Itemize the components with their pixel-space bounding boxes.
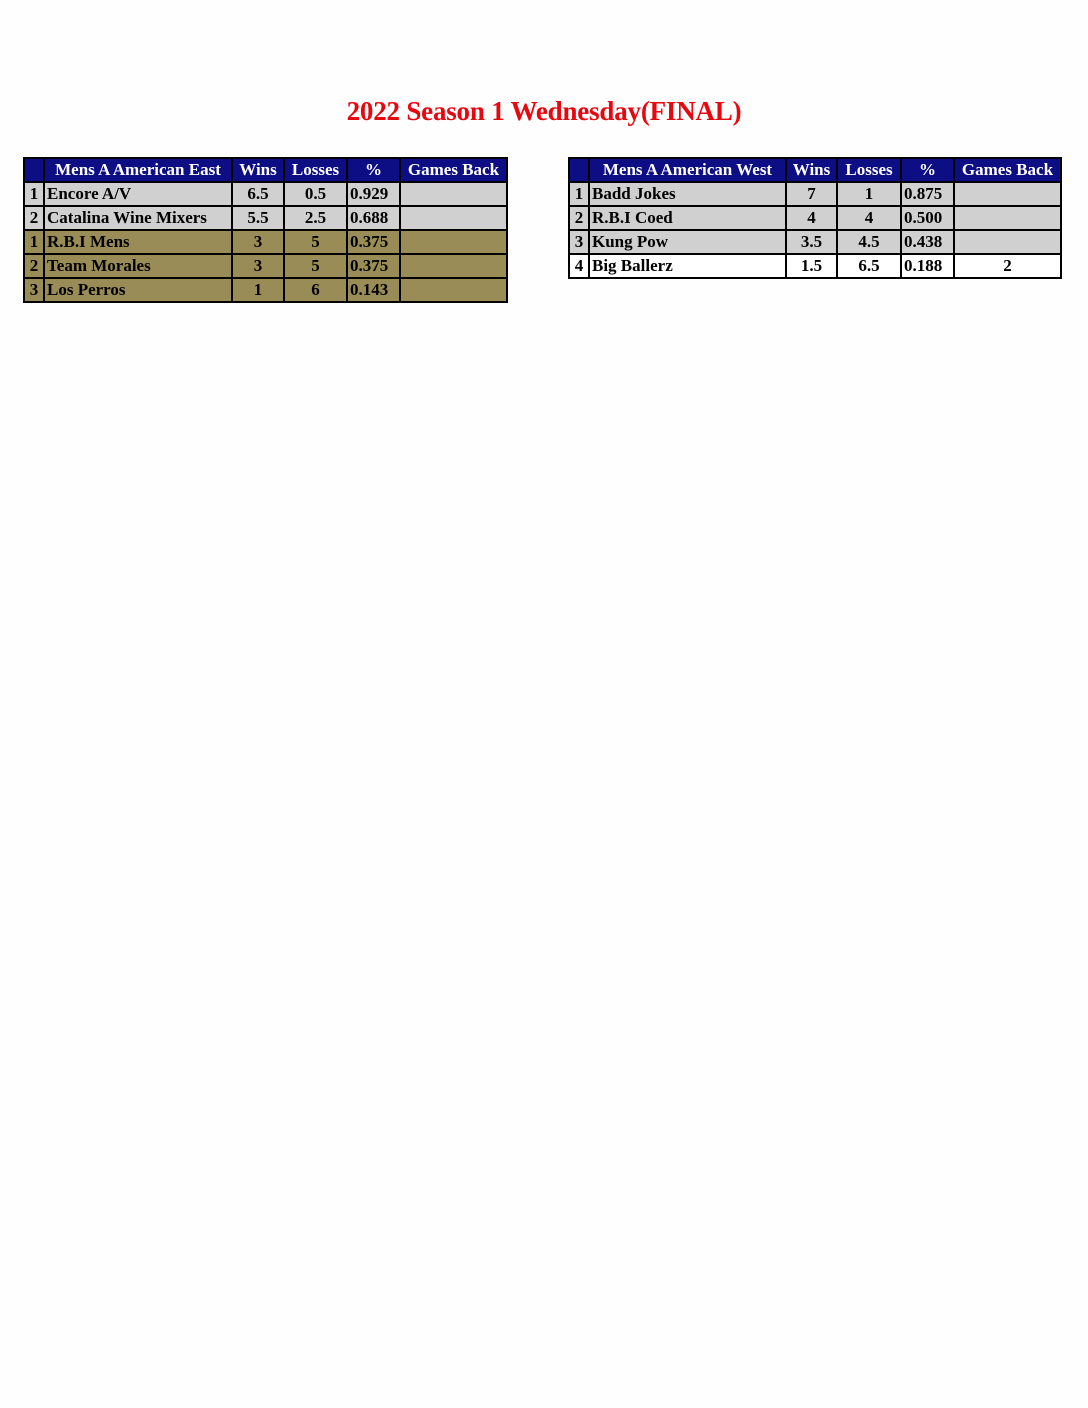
team-name-cell: Big Ballerz (589, 254, 786, 278)
wins-header: Wins (232, 158, 284, 182)
table-header-row (24, 158, 507, 182)
pct-cell: 0.875 (901, 182, 954, 206)
table-header-row (569, 158, 1061, 182)
pct-header: % (347, 158, 400, 182)
losses-cell: 5 (284, 230, 347, 254)
table-row (24, 278, 507, 302)
rank-cell: 1 (24, 182, 44, 206)
wins-cell: 6.5 (232, 182, 284, 206)
pct-cell: 0.929 (347, 182, 400, 206)
standings-table-west (568, 157, 1062, 279)
division-header: Mens A American West (589, 158, 786, 182)
losses-header: Losses (837, 158, 901, 182)
pct-cell: 0.500 (901, 206, 954, 230)
wins-cell: 7 (786, 182, 837, 206)
table-row (24, 182, 507, 206)
team-name-cell: Catalina Wine Mixers (44, 206, 232, 230)
team-name-cell: Encore A/V (44, 182, 232, 206)
losses-cell: 1 (837, 182, 901, 206)
team-name-cell: R.B.I Mens (44, 230, 232, 254)
losses-cell: 4.5 (837, 230, 901, 254)
pct-cell: 0.438 (901, 230, 954, 254)
pct-cell: 0.143 (347, 278, 400, 302)
team-name-cell: Team Morales (44, 254, 232, 278)
games-back-cell (954, 182, 1061, 206)
table-row (24, 230, 507, 254)
table-row (569, 254, 1061, 278)
losses-cell: 6.5 (837, 254, 901, 278)
wins-cell: 4 (786, 206, 837, 230)
losses-cell: 2.5 (284, 206, 347, 230)
table-row (569, 206, 1061, 230)
rank-cell: 2 (24, 254, 44, 278)
rank-header (24, 158, 44, 182)
games-back-cell (400, 254, 507, 278)
standings-table-east (23, 157, 508, 303)
wins-cell: 3 (232, 254, 284, 278)
team-name-cell: R.B.I Coed (589, 206, 786, 230)
games-back-cell (954, 206, 1061, 230)
rank-cell: 2 (569, 206, 589, 230)
rank-cell: 1 (24, 230, 44, 254)
division-header: Mens A American East (44, 158, 232, 182)
games-back-cell (954, 230, 1061, 254)
losses-cell: 6 (284, 278, 347, 302)
losses-header: Losses (284, 158, 347, 182)
team-name-cell: Kung Pow (589, 230, 786, 254)
pct-cell: 0.688 (347, 206, 400, 230)
rank-cell: 2 (24, 206, 44, 230)
rank-cell: 3 (569, 230, 589, 254)
wins-cell: 5.5 (232, 206, 284, 230)
page-title: 2022 Season 1 Wednesday(FINAL) (346, 96, 742, 126)
table-row (24, 254, 507, 278)
wins-header: Wins (786, 158, 837, 182)
pct-cell: 0.375 (347, 230, 400, 254)
table-row (569, 230, 1061, 254)
games-back-header: Games Back (400, 158, 507, 182)
wins-cell: 3 (232, 230, 284, 254)
losses-cell: 0.5 (284, 182, 347, 206)
team-name-cell: Los Perros (44, 278, 232, 302)
table-row (24, 206, 507, 230)
table-row (569, 182, 1061, 206)
wins-cell: 1 (232, 278, 284, 302)
games-back-cell (400, 182, 507, 206)
rank-cell: 4 (569, 254, 589, 278)
wins-cell: 1.5 (786, 254, 837, 278)
games-back-header: Games Back (954, 158, 1061, 182)
games-back-cell (400, 278, 507, 302)
games-back-cell (400, 206, 507, 230)
rank-header (569, 158, 589, 182)
losses-cell: 4 (837, 206, 901, 230)
pct-header: % (901, 158, 954, 182)
team-name-cell: Badd Jokes (589, 182, 786, 206)
games-back-cell (400, 230, 507, 254)
wins-cell: 3.5 (786, 230, 837, 254)
rank-cell: 1 (569, 182, 589, 206)
rank-cell: 3 (24, 278, 44, 302)
pct-cell: 0.188 (901, 254, 954, 278)
losses-cell: 5 (284, 254, 347, 278)
games-back-cell: 2 (954, 254, 1061, 278)
pct-cell: 0.375 (347, 254, 400, 278)
